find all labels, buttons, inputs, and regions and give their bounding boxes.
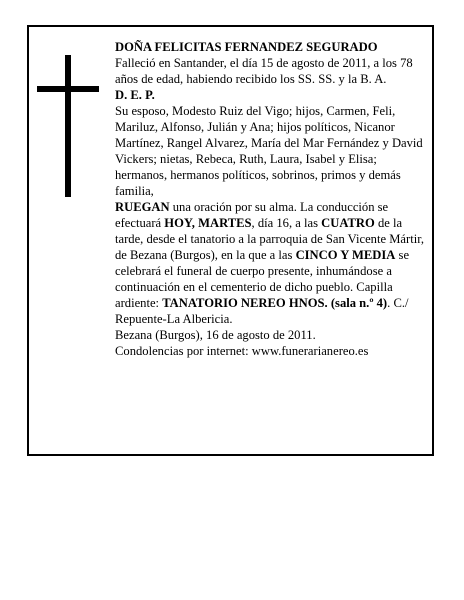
ceremony-text-1: una oración por su alma. La conducción se efectuará — [115, 200, 389, 230]
funeral-home: TANATORIO NEREO HNOS. (sala n.º 4) — [162, 296, 388, 310]
deceased-name: DOÑA FELICITAS FERNANDEZ SEGURADO — [115, 40, 378, 54]
cross-icon — [37, 55, 99, 197]
ruegan-text: RUEGAN — [115, 200, 170, 214]
time-funeral: CINCO Y MEDIA — [295, 248, 396, 262]
day-text: HOY, MARTES — [164, 216, 252, 230]
obituary-text — [115, 39, 428, 359]
ceremony-text-4: se celebrará el funeral de cuerpo presente, inhumándose a continuación en el cementerio de dicho pueblo. Capilla ardiente: — [115, 248, 410, 310]
ceremony-text-2: , día 16, a las — [251, 216, 322, 230]
condolences-line: Condolencias por internet: www.funerarianereo.es — [115, 344, 369, 358]
time-conduction: CUATRO — [321, 216, 375, 230]
death-announcement: Falleció en Santander, el día 15 de agosto de 2011, a los 78 años de edad, habiendo recibido los SS. SS. y la B. A. — [115, 56, 413, 86]
obituary-notice — [27, 25, 434, 456]
place-date: Bezana (Burgos), 16 de agosto de 2011. — [115, 328, 316, 342]
ceremony-text-5: . C./ Repuente-La Albericia. — [115, 296, 409, 326]
ceremony-text-3: de la tarde, desde el tanatorio a la parroquia de San Vicente Mártir, de Bezana (Burgos), en la que a las — [115, 216, 425, 262]
family-list: Su esposo, Modesto Ruiz del Vigo; hijos, Carmen, Feli, Mariluz, Alfonso, Julián y Ana; hijos políticos, Nicanor Martínez, Rangel Alvarez, María del Mar Fernández y David Vickers; nietas, Rebeca, Ruth, Laura, Isabel y Elisa; hermanos, hermanos políticos, sobrinos, primos y demás familia, — [115, 104, 423, 198]
dep-line: D. E. P. — [115, 88, 155, 102]
ceremony-details — [115, 199, 428, 327]
